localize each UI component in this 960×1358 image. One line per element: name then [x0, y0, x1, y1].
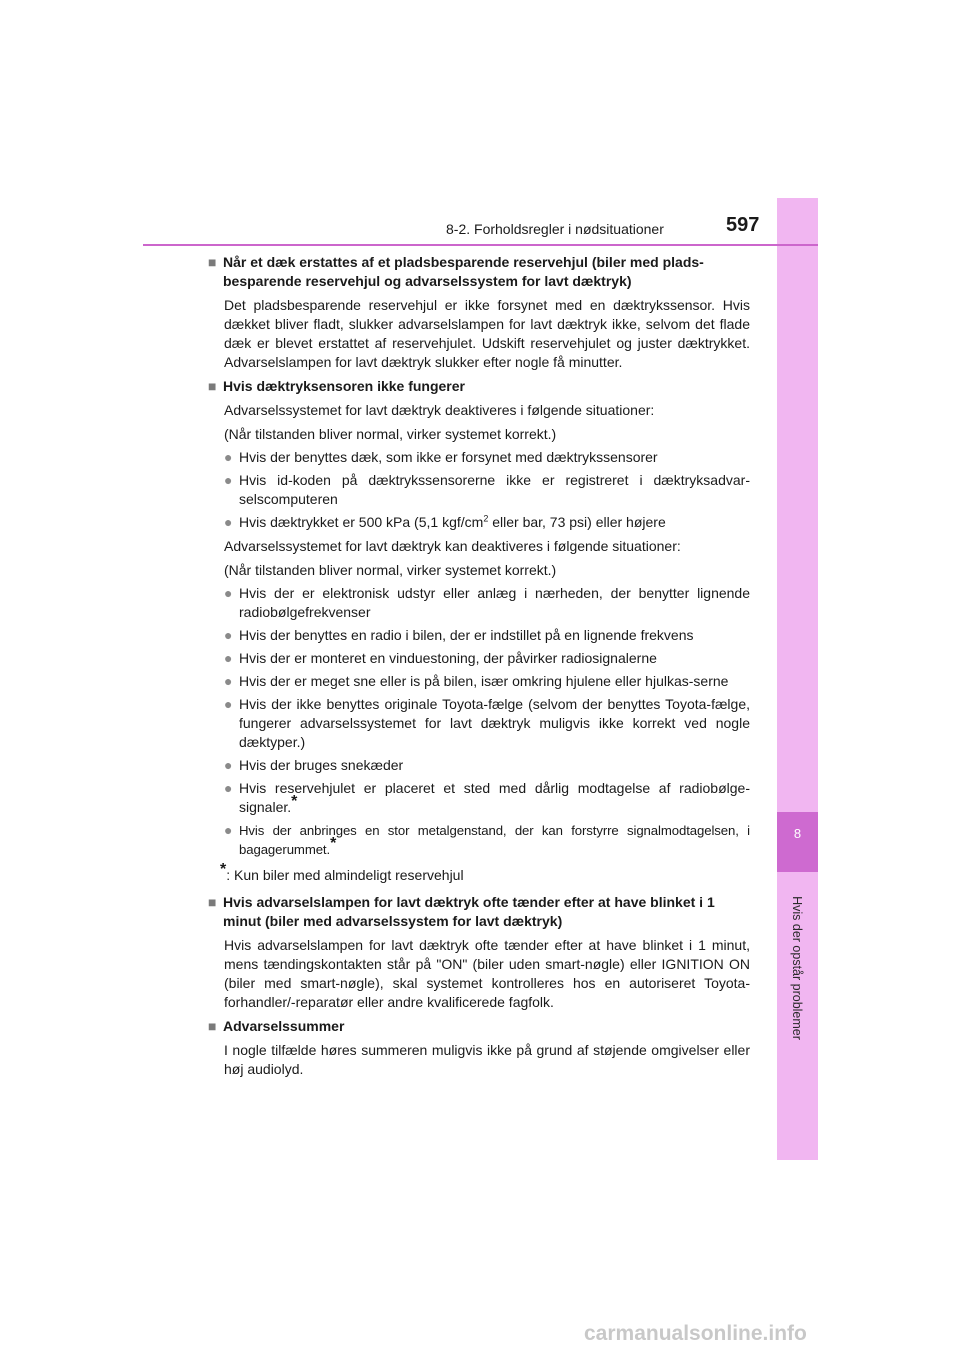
section-heading — [208, 1017, 750, 1036]
watermark: carmanualsonline.info — [584, 1322, 807, 1345]
list-item — [208, 756, 750, 775]
list-item — [208, 471, 750, 509]
square-bullet-icon: ■ — [208, 254, 217, 270]
list-item — [208, 626, 750, 645]
asterisk-mark: * — [291, 793, 298, 810]
text-part: Hvis dæktrykket er 500 kPa (5,1 kgf/cm — [239, 514, 484, 530]
list-item — [208, 821, 750, 859]
chapter-number: 8 — [793, 826, 802, 841]
list-item — [208, 695, 750, 752]
section-heading — [208, 893, 750, 931]
list-item-text — [239, 513, 750, 532]
bullet-icon: ● — [224, 650, 233, 666]
footnote — [208, 861, 750, 885]
paragraph: (Når tilstanden bliver normal, virker systemet korrekt.) — [224, 562, 557, 578]
list-item-text — [239, 821, 750, 859]
bullet-icon: ● — [224, 757, 233, 773]
bullet-icon: ● — [224, 514, 233, 530]
square-bullet-icon: ■ — [208, 1018, 217, 1034]
bullet-icon: ● — [224, 822, 233, 838]
text-part: Hvis reservehjulet er placeret et sted med dårlig modtagelse af radiobølge-signaler. — [239, 780, 750, 815]
list-item — [208, 779, 750, 817]
heading-text: Hvis advarselslampen for lavt dæktryk ofte tænder efter at have blinket i 1 minut (biler med advarselssystem for lavt dæktryk) — [223, 894, 715, 929]
paragraph: (Når tilstanden bliver normal, virker systemet korrekt.) — [224, 426, 557, 442]
heading-text: Advarselssummer — [223, 1018, 345, 1034]
text-part: Hvis der anbringes en stor metalgenstand, der kan forstyrre signalmodtagelsen, i bagagerummet. — [239, 823, 750, 857]
list-item — [208, 649, 750, 668]
bullet-icon: ● — [224, 673, 233, 689]
section-heading — [208, 253, 750, 291]
bullet-icon: ● — [224, 696, 233, 712]
paragraph: Hvis advarselslampen for lavt dæktryk ofte tænder efter at have blinket i 1 minut, mens tændingskontakten står på "ON" (biler uden smart-nøgle) eller IGNITION ON (biler med smart-nøgle), skal systemet kontrolleres hos en autoriseret Toyota-forhandler/-reparatør eller andre kvalificerede fagfolk. — [224, 937, 750, 1010]
list-item-text: Hvis der ikke benyttes originale Toyota-fælge (selvom der benyttes Toyota-fælge, fungerer advarselssystemet for lavt dæktryk muligvis ikke korrekt ved nogle dæktyper.) — [239, 696, 750, 750]
asterisk-mark: * — [220, 861, 227, 878]
list-item — [208, 584, 750, 622]
list-item-text: Hvis der er meget sne eller is på bilen, især omkring hjulene eller hjulkas-serne — [239, 673, 729, 689]
heading-text: Når et dæk erstattes af et pladsbesparende reservehjul (biler med plads-besparende reservehjul og advarselssystem for lavt dæktryk) — [223, 254, 704, 289]
asterisk-mark: * — [330, 835, 337, 852]
list-item — [208, 448, 750, 467]
footnote-text: : Kun biler med almindeligt reservehjul — [226, 867, 464, 883]
text-part: eller bar, 73 psi) eller højere — [488, 514, 666, 530]
list-item — [208, 513, 750, 532]
section-heading — [208, 377, 750, 396]
section-title: 8-2. Forholdsregler i nødsituationer — [446, 221, 664, 237]
heading-text: Hvis dæktryksensoren ikke fungerer — [223, 378, 465, 394]
list-item-text: Hvis id-koden på dæktrykssensorerne ikke er registreret i dæktryksadvar-selscomputeren — [239, 472, 750, 507]
bullet-icon: ● — [224, 585, 233, 601]
list-item-text: Hvis der er elektronisk udstyr eller anlæg i nærheden, der benytter lignende radiobølgefrekvenser — [239, 585, 750, 620]
square-bullet-icon: ■ — [208, 894, 217, 910]
paragraph: Advarselssystemet for lavt dæktryk deaktiveres i følgende situationer: — [224, 402, 655, 418]
bullet-icon: ● — [224, 472, 233, 488]
square-bullet-icon: ■ — [208, 378, 217, 394]
list-item — [208, 672, 750, 691]
superscript: 2 — [483, 513, 489, 524]
bullet-icon: ● — [224, 627, 233, 643]
list-item-text: Hvis der benyttes en radio i bilen, der er indstillet på en lignende frekvens — [239, 627, 694, 643]
chapter-number-box — [777, 812, 818, 872]
list-item-text: Hvis der benyttes dæk, som ikke er forsynet med dæktrykssensorer — [239, 449, 658, 465]
paragraph: Det pladsbesparende reservehjul er ikke forsynet med en dæktrykssensor. Hvis dækket bliver fladt, slukker advarselslampen for lavt dæktryk ikke, selvom det flade dæk er blevet erstattet af reservehjulet. Udskift reservehjulet og juster dæktrykket. Advarselslampen for lavt dæktryk slukker efter nogle få minutter. — [224, 297, 750, 370]
paragraph: Advarselssystemet for lavt dæktryk kan deaktiveres i følgende situationer: — [224, 538, 681, 554]
bullet-icon: ● — [224, 780, 233, 796]
list-item-text — [239, 779, 750, 817]
bullet-icon: ● — [224, 449, 233, 465]
page-content — [208, 253, 750, 1079]
page-number: 597 — [726, 214, 760, 236]
header-rule — [143, 244, 818, 246]
list-item-text: Hvis der bruges snekæder — [239, 757, 404, 773]
paragraph: I nogle tilfælde høres summeren muligvis ikke på grund af støjende omgivelser eller høj audiolyd. — [224, 1042, 750, 1077]
chapter-title: Hvis der opstår problemer — [790, 896, 804, 1040]
list-item-text: Hvis der er monteret en vinduestoning, der påvirker radiosignalerne — [239, 650, 657, 666]
